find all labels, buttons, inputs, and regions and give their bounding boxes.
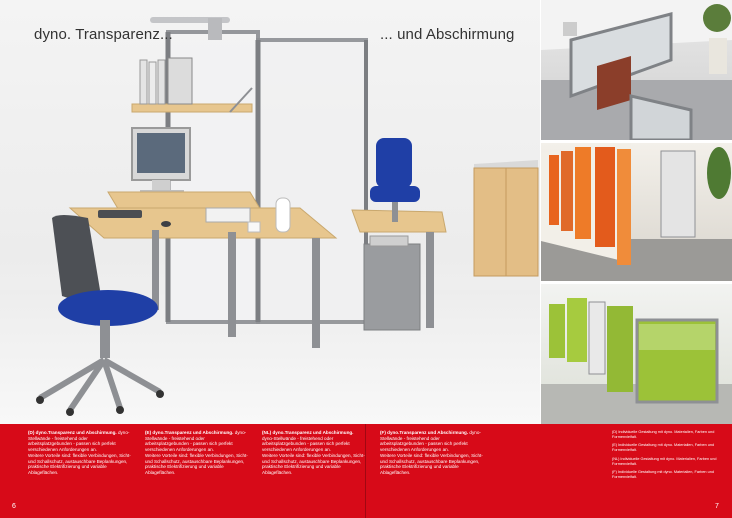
column-lead-de: (D) dyno.Transparenz und Abschirmung. — [28, 430, 117, 435]
caption-en: (E) Individuelle Gestaltung mit dyno. Materialien, Farben und Formenvielfalt. — [612, 443, 715, 453]
column-body-nl: dyno-Stellwände - freistehend oder arbeitsplatzgebunden - passen sich perfekt verschiedenen Anforderungen an. Weitere Vorteile sind: flexible Verbindungen, Sicht- und Schallschutz, austauschbare Beplankungen, praktische Elektrifizierung und variable Ablageflächen. — [262, 435, 365, 475]
photo-captions — [612, 430, 724, 484]
column-lead-en: (E) dyno.Transparenz und Abschirmung. — [145, 430, 234, 435]
caption-fr: (F) Individuelle Gestaltung mit dyno. Materialien, Farben und Formenvielfalt. — [612, 470, 714, 479]
caption-nl: (NL) Individuelle Gestaltung mit dyno. Materialien, Farben und Formenvielfalt. — [612, 456, 717, 466]
wood-cabinet — [474, 160, 538, 276]
red-text-band — [0, 424, 732, 518]
page-number-right: 7 — [715, 503, 719, 510]
column-body-en: dyno-Stellwände - freistehend oder arbeitsplatzgebunden - passen sich perfekt verschiedenen Anforderungen an. Weitere Vorteile sind: flexible Verbindungen, Sicht- und Schallschutz, austauschbare Beplankungen, praktische Elektrifizierung und variable Ablageflächen. — [145, 430, 248, 475]
headline-transparency: dyno. Transparenz... — [34, 26, 173, 43]
orange-partitions-scene — [541, 143, 732, 281]
photo-column — [540, 0, 732, 424]
caption-de: (D) Individuelle Gestaltung mit dyno. Materialien, Farben und Formenvielfalt. — [612, 430, 715, 439]
column-lead-nl: (NL) dyno.Transparenz und Abschirmung. — [262, 430, 354, 435]
photo-green-partitions — [541, 284, 732, 424]
column-body-de: dyno-Stellwände - freistehend oder arbeitsplatzgebunden - passen sich perfekt verschiedenen Anforderungen an. Weitere Vorteile sind: flexible Verbindungen, Sicht- und Schallschutz, austauschbare Beplankungen, praktische Elektrifizierung und variable Ablageflächen. — [28, 430, 131, 475]
mobile-pedestal — [364, 236, 420, 330]
partition-walls — [168, 32, 366, 322]
column-body-fr: dyno-Stellwände - freistehend oder arbeitsplatzgebunden - passen sich perfekt verschiedenen Anforderungen an. Weitere Vorteile sind: flexible Verbindungen, Sicht- und Schallschutz, austauschbare Beplankungen, praktische Elektrifizierung und variable Ablageflächen. — [380, 430, 483, 475]
text-column-fr — [380, 430, 484, 476]
text-column-de — [28, 430, 132, 476]
headline-shielding: ... und Abschirmung — [380, 26, 515, 43]
spine-divider — [365, 424, 366, 518]
text-column-en — [145, 430, 249, 476]
green-partitions-scene — [541, 284, 732, 424]
page-number-left: 6 — [12, 503, 16, 510]
office-chair-back — [370, 138, 420, 222]
office-chair-front — [36, 215, 164, 416]
text-column-nl — [262, 430, 366, 476]
photo-lobby-partitions — [541, 0, 732, 140]
photo-orange-partitions — [541, 143, 732, 281]
column-lead-fr: (F) dyno.Transparenz und Abschirmung. — [380, 430, 469, 435]
lobby-scene — [541, 0, 732, 140]
